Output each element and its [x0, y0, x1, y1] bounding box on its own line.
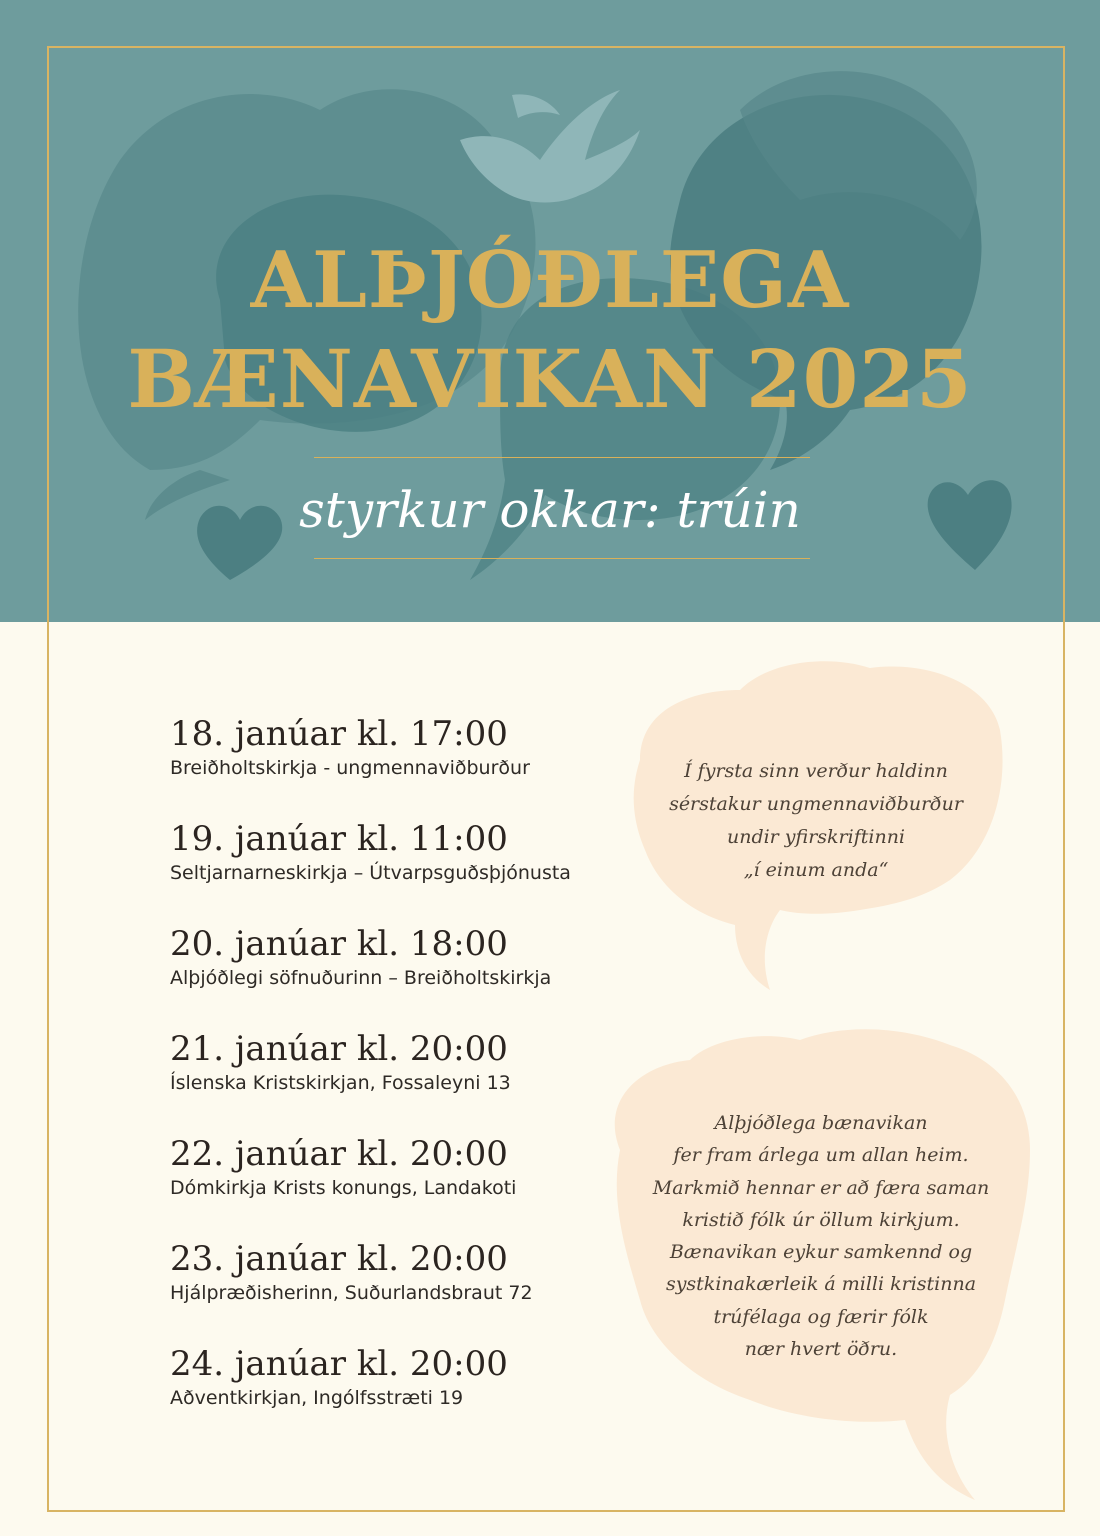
event-date-time: 22. janúar kl. 20:00 [170, 1134, 508, 1174]
event-location: Hjálpræðisherinn, Suðurlandsbraut 72 [170, 1282, 533, 1304]
title-line-1: ALÞJÓÐLEGA [250, 235, 850, 326]
event-date-time: 18. janúar kl. 17:00 [170, 714, 508, 754]
event-item [170, 712, 640, 817]
title-divider-top [314, 457, 810, 458]
event-location: Aðventkirkjan, Ingólfsstræti 19 [170, 1387, 464, 1409]
subtitle: styrkur okkar: trúin [299, 481, 801, 539]
event-date-time: 21. janúar kl. 20:00 [170, 1029, 508, 1069]
event-date-time: 20. janúar kl. 18:00 [170, 924, 508, 964]
note-line: Alþjóðlega bænavikan [714, 1112, 928, 1134]
event-location: Dómkirkja Krists konungs, Landakoti [170, 1177, 517, 1199]
event-location: Breiðholtskirkja - ungmennaviðburður [170, 757, 530, 779]
event-item [170, 1342, 640, 1447]
event-list [170, 712, 640, 1447]
note-line: Í fyrsta sinn verður haldinn [684, 760, 948, 782]
event-item [170, 1132, 640, 1237]
event-location: Alþjóðlegi söfnuðurinn – Breiðholtskirkja [170, 967, 552, 989]
youth-event-note [630, 755, 1002, 887]
title-divider-bottom [314, 558, 810, 559]
event-item [170, 1237, 640, 1342]
about-note [618, 1107, 1024, 1365]
note-line: kristið fólk úr öllum kirkjum. [682, 1208, 960, 1231]
event-location: Seltjarnarneskirkja – Útvarpsguðsþjónusta [170, 862, 571, 884]
event-item [170, 1027, 640, 1132]
note-line: Bænavikan eykur samkennd og [669, 1241, 973, 1264]
header-panel [0, 0, 1100, 622]
event-date-time: 19. janúar kl. 11:00 [170, 819, 508, 859]
note-line: fer fram árlega um allan heim. [673, 1144, 969, 1167]
title-line-2: BÆNAVIKAN 2025 [127, 332, 973, 426]
note-line: sérstakur ungmennaviðburður [669, 793, 963, 815]
note-line: trúfélaga og færir fólk [713, 1305, 929, 1328]
event-date-time: 24. janúar kl. 20:00 [170, 1344, 508, 1384]
event-date-time: 23. janúar kl. 20:00 [170, 1239, 508, 1279]
event-location: Íslenska Kristskirkjan, Fossaleyni 13 [170, 1072, 511, 1094]
event-item [170, 817, 640, 922]
note-line: „í einum anda“ [743, 859, 889, 881]
event-item [170, 922, 640, 1027]
note-line: systkinakærleik á milli kristinna [665, 1273, 977, 1296]
note-line: nær hvert öðru. [744, 1338, 898, 1361]
note-line: Markmið hennar er að færa saman [652, 1176, 990, 1199]
note-line: undir yfirskriftinni [726, 826, 906, 848]
